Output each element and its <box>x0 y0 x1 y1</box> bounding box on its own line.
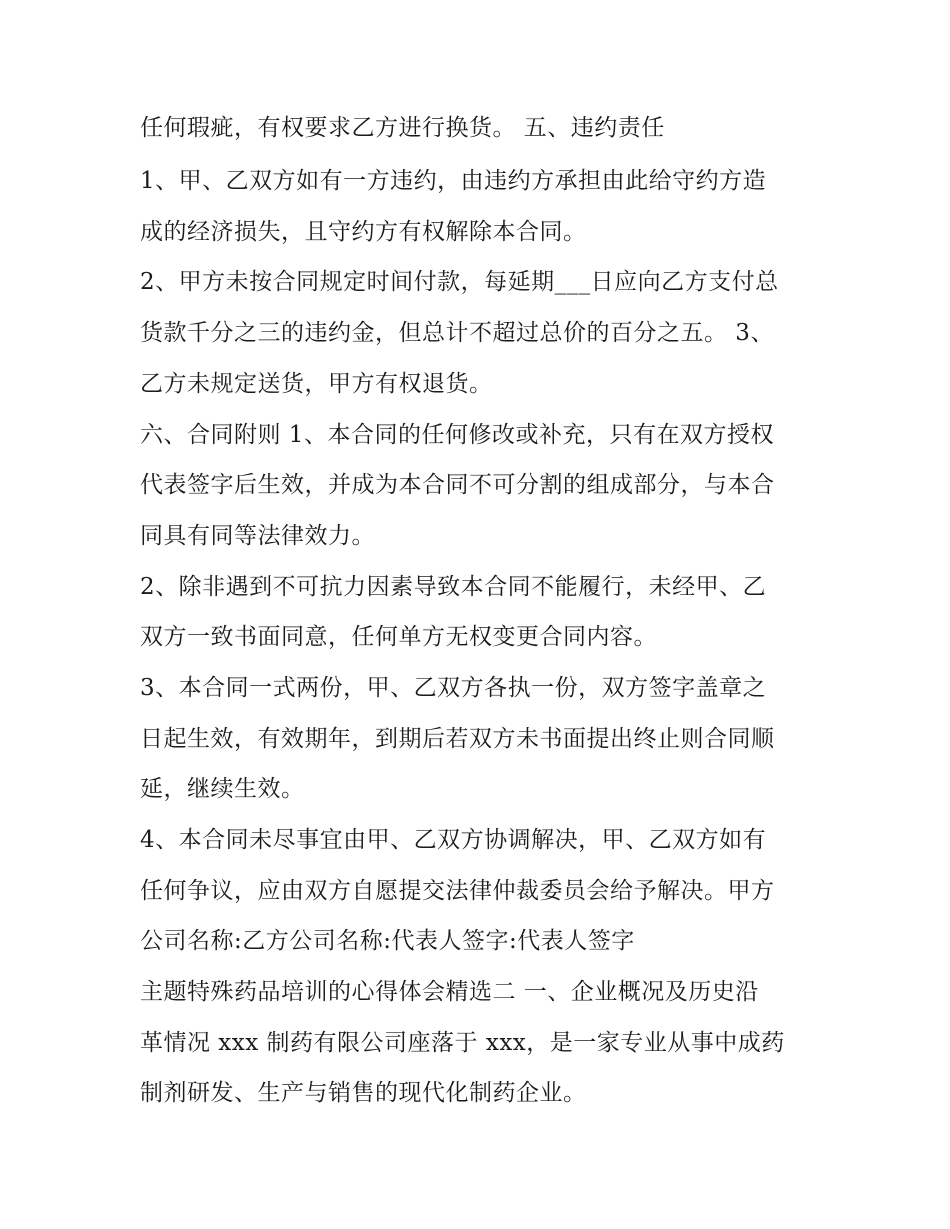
text-line: 乙方未规定送货，甲方有权退货。 <box>140 371 493 397</box>
text-line: 同具有同等法律效力。 <box>140 523 375 549</box>
text-line: 成的经济损失，且守约方有权解除本合同。 <box>140 219 587 245</box>
text-line: 日起生效，有效期年，到期后若双方未书面提出终止则合同顺 <box>140 726 775 752</box>
text-line: 代表签字后生效，并成为本合同不可分割的组成部分，与本合 <box>140 472 775 498</box>
text-line: 任何争议，应由双方自愿提交法律仲裁委员会给予解决。甲方 <box>140 878 775 904</box>
text-line: 1、甲、乙双方如有一方违约，由违约方承担由此给守约方造 <box>140 168 767 194</box>
text-line: 公司名称:乙方公司名称:代表人签字:代表人签字 <box>140 928 635 954</box>
text-line: 革情况 xxx 制药有限公司座落于 xxx，是一家专业从事中成药 <box>140 1030 785 1056</box>
text-line: 主题特殊药品培训的心得体会精选二 一、企业概况及历史沿 <box>140 979 759 1005</box>
text-line: 任何瑕疵，有权要求乙方进行换货。 五、违约责任 <box>140 115 665 141</box>
text-line: 制剂研发、生产与销售的现代化制药企业。 <box>140 1080 587 1106</box>
text-line: 2、除非遇到不可抗力因素导致本合同不能履行，未经甲、乙 <box>140 574 767 600</box>
text-line: 4、本合同未尽事宜由甲、乙双方协调解决，甲、乙双方如有 <box>140 827 767 853</box>
text-line: 3、本合同一式两份，甲、乙双方各执一份，双方签字盖章之 <box>140 675 767 701</box>
text-line: 双方一致书面同意，任何单方无权变更合同内容。 <box>140 624 657 650</box>
text-line: 2、甲方未按合同规定时间付款，每延期___日应向乙方支付总 <box>140 269 779 295</box>
text-line: 延，继续生效。 <box>140 776 305 802</box>
text-line: 货款千分之三的违约金，但总计不超过总价的百分之五。 3、 <box>140 320 774 346</box>
text-line: 六、合同附则 1、本合同的任何修改或补充，只有在双方授权 <box>140 422 774 448</box>
